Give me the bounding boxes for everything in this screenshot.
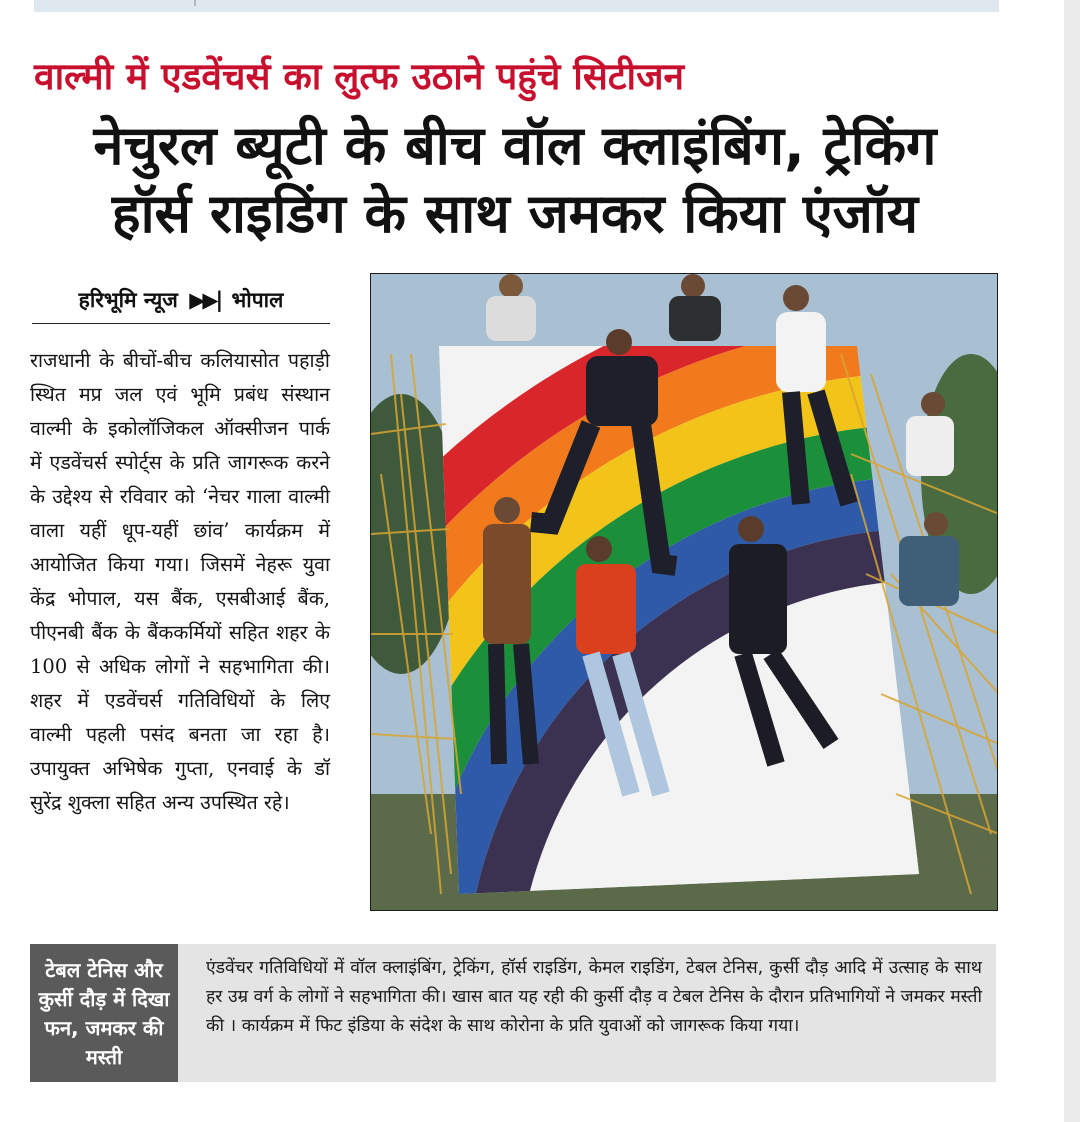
sidebar-box-title: टेबल टेनिस और कुर्सी दौड़ में दिखा फन, जमकर की मस्ती — [30, 944, 178, 1082]
headline-line-2: हॉर्स राइडिंग के साथ जमकर किया एंजॉय — [111, 182, 919, 245]
right-margin — [1064, 0, 1080, 1122]
article-body: राजधानी के बीचों-बीच कलियासोत पहाड़ी स्थित मप्र जल एवं भूमि प्रबंध संस्थान वाल्मी के इकोलॉजिकल ऑक्सीजन पार्क में एडवेंचर्स स्पोर्ट्स के प्रति जागरूक करने के उद्देश्य से रविवार को ‘नेचर गाला वाल्मी वाला यहीं धूप-यहीं छांव’ कार्यक्रम में आयोजित किया गया। जिसमें नेहरू युवा केंद्र भोपाल, यस बैंक, एसबीआई बैंक, पीएनबी बैंक के बैंककर्मियों सहित शहर के 100 से अधिक लोगों ने सहभागिता की। शहर में एडवेंचर्स गतिविधियों के लिए वाल्मी पहली पसंद बनता जा रहा है। उपायुक्त अभिषेक गुप्ता, एनवाई के डॉ सुरेंद्र शुक्ला सहित अन्य उपस्थित रहे। — [30, 349, 330, 814]
headline-line-1: नेचुरल ब्यूटी के बीच वॉल क्लाइंबिंग, ट्रेकिंग — [93, 114, 937, 177]
top-strip-tick — [194, 0, 196, 6]
article-photo — [370, 273, 998, 911]
top-strip — [34, 0, 999, 12]
byline-city: भोपाल — [231, 288, 284, 312]
byline-separator-icon: ▶▶| — [189, 288, 221, 312]
climbing-wall-photo — [371, 274, 998, 911]
byline-source: हरिभूमि न्यूज — [78, 288, 178, 312]
kicker-headline: वाल्मी में एडवेंचर्स का लुत्फ उठाने पहुंचे सिटीजन — [34, 55, 685, 98]
main-headline — [30, 112, 1000, 248]
byline — [32, 282, 330, 324]
sidebar-panel — [30, 944, 996, 1082]
sidebar-text: एंडवेंचर गतिविधियों में वॉल क्लाइंबिंग, ट्रेकिंग, हॉर्स राइडिंग, केमल राइडिंग, टेबल टेनिस, कुर्सी दौड़ आदि में उत्साह के साथ हर उम्र वर्ग के लोगों ने सहभागिता की। खास बात यह रही की कुर्सी दौड़ व टेबल टेनिस के दौरान प्रतिभागियों ने जमकर मस्ती की । कार्यक्रम में फिट इंडिया के संदेश के साथ कोरोना के प्रति युवाओं को जागरूक किया गया। — [206, 958, 982, 1036]
